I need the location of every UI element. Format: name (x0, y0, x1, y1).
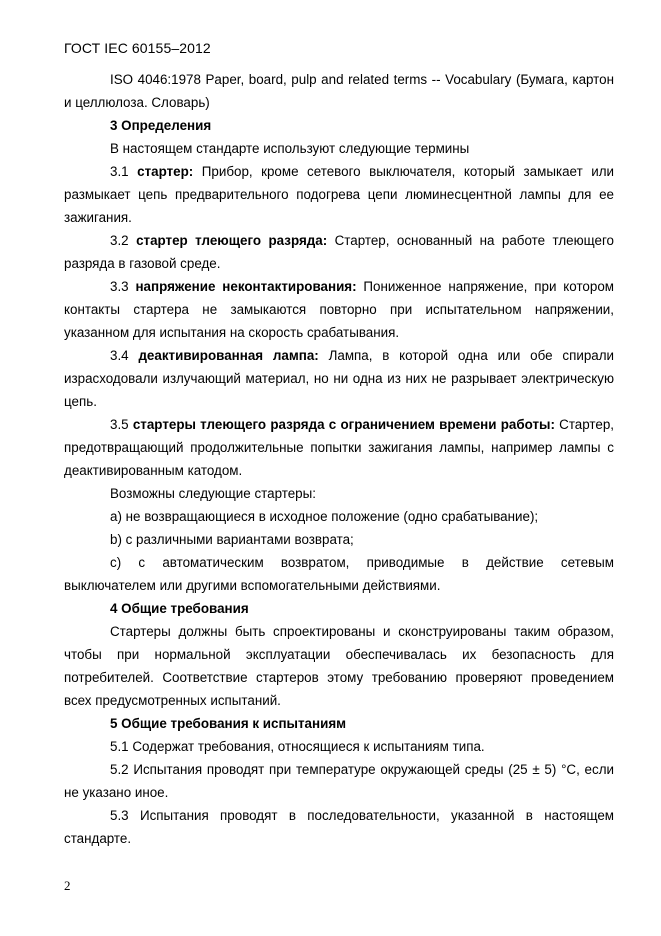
page-number: 2 (64, 878, 71, 893)
term-name: напряжение неконтактирования: (135, 279, 357, 294)
variant-c: с) с автоматическим возвратом, приводимые в действие сетевым выключателем или другими вспомогательными действиями. (64, 555, 614, 593)
term-name: стартер тлеющего разряда: (136, 233, 328, 248)
term-number: 3.5 (110, 417, 133, 432)
term-number: 3.3 (110, 279, 136, 294)
item-5-2: 5.2 Испытания проводят при температуре окружающей среды (25 ± 5) °С, если не указано иное. (64, 762, 614, 800)
standard-header: ГОСТ IEC 60155–2012 (64, 40, 211, 56)
item-5-3: 5.3 Испытания проводят в последовательности, указанной в настоящем стандарте. (64, 808, 614, 846)
variant-a: а) не возвращающиеся в исходное положение (одно срабатывание); (110, 509, 539, 524)
term-definition: Стартер, предотвращающий продолжительные попытки зажигания лампы, например лампы с деактивированным катодом. (64, 417, 614, 478)
normative-reference: ISO 4046:1978 Paper, board, pulp and related terms -- Vocabulary (Бумага, картон и целлюлоза. Словарь) (64, 72, 614, 110)
term-3-3 (64, 275, 614, 344)
variants-intro: Возможны следующие стартеры: (110, 486, 316, 501)
term-name: стартеры тлеющего разряда с ограничением времени работы: (132, 417, 555, 432)
term-definition: Пониженное напряжение, при котором контакты стартера не замыкаются повторно при испытательном напряжении, указанном для испытания на скорость срабатывания. (64, 279, 614, 340)
term-definition: Лампа, в которой одна или обе спирали израсходовали излучающий материал, но ни одна из них не разрывает электрическую цепь. (64, 348, 615, 409)
term-number: 3.4 (110, 348, 139, 363)
section-4-heading: 4 Общие требования (110, 601, 249, 616)
item-5-1: 5.1 Содержат требования, относящиеся к испытаниям типа. (110, 739, 485, 754)
term-name: стартер: (137, 164, 194, 179)
section-4-text: Стартеры должны быть спроектированы и сконструированы таким образом, чтобы при нормальной эксплуатации обеспечивалась их безопасность для потребителей. Соответствие стартеров этому требованию проверяют проведением всех предусмотренных испытаний. (64, 624, 614, 708)
term-3-5 (64, 413, 614, 482)
section-5-heading: 5 Общие требования к испытаниям (110, 716, 347, 731)
term-name: деактивированная лампа: (138, 348, 319, 363)
document-body (64, 68, 614, 850)
term-number: 3.1 (110, 164, 138, 179)
variant-b: b) с различными вариантами возврата; (110, 532, 354, 547)
term-number: 3.2 (110, 233, 137, 248)
section-3-heading: 3 Определения (110, 118, 212, 133)
term-definition: Прибор, кроме сетевого выключателя, который замыкает или размыкает цепь предварительного подогрева цепи люминесцентной лампы для ее зажигания. (64, 164, 614, 225)
section-3-intro: В настоящем стандарте используют следующие термины (110, 141, 470, 156)
term-3-1 (64, 160, 614, 229)
term-3-4 (64, 344, 614, 413)
term-definition: Стартер, основанный на работе тлеющего разряда в газовой среде. (64, 233, 614, 271)
term-3-2 (64, 229, 614, 275)
